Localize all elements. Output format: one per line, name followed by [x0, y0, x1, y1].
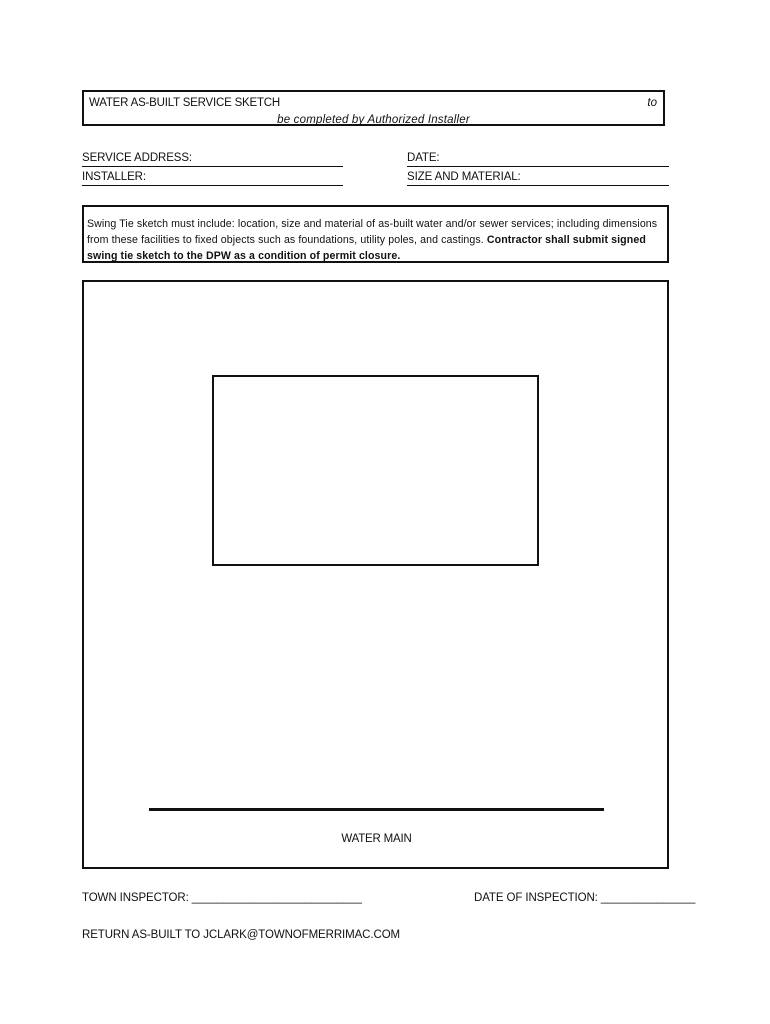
instructions-box	[82, 205, 669, 263]
installer-field[interactable]	[82, 170, 343, 186]
service-address-field[interactable]	[82, 151, 343, 167]
sketch-area[interactable]	[82, 280, 669, 869]
town-inspector-field[interactable]: TOWN INSPECTOR: ___________________________	[82, 892, 362, 904]
water-main-label: WATER MAIN	[341, 833, 412, 845]
water-main-line	[149, 808, 604, 811]
form-header	[82, 90, 665, 126]
instructions-bold-text: Contractor shall submit signed swing tie sketch to the DPW as a condition of permit closure.	[87, 234, 646, 262]
building-outline	[212, 375, 539, 566]
date-of-inspection-field[interactable]: DATE OF INSPECTION: _______________	[474, 892, 696, 904]
form-subtitle: be completed by Authorized Installer	[277, 114, 470, 126]
size-material-label: SIZE AND MATERIAL:	[407, 171, 521, 183]
installer-label: INSTALLER:	[82, 171, 146, 183]
form-title-to: to	[647, 97, 657, 109]
service-address-label: SERVICE ADDRESS:	[82, 152, 193, 164]
size-material-field[interactable]	[407, 170, 669, 186]
date-field[interactable]	[407, 151, 669, 167]
form-title: WATER AS-BUILT SERVICE SKETCH	[89, 97, 281, 109]
date-label: DATE:	[407, 152, 440, 164]
instructions-text: Swing Tie sketch must include: location, size and material of as-built water and/or sewer services; including dimensions from these facilities to fixed objects such as foundations, utility poles, and castings.	[87, 218, 658, 246]
return-instructions: RETURN AS-BUILT TO JCLARK@TOWNOFMERRIMAC.COM	[82, 929, 401, 941]
